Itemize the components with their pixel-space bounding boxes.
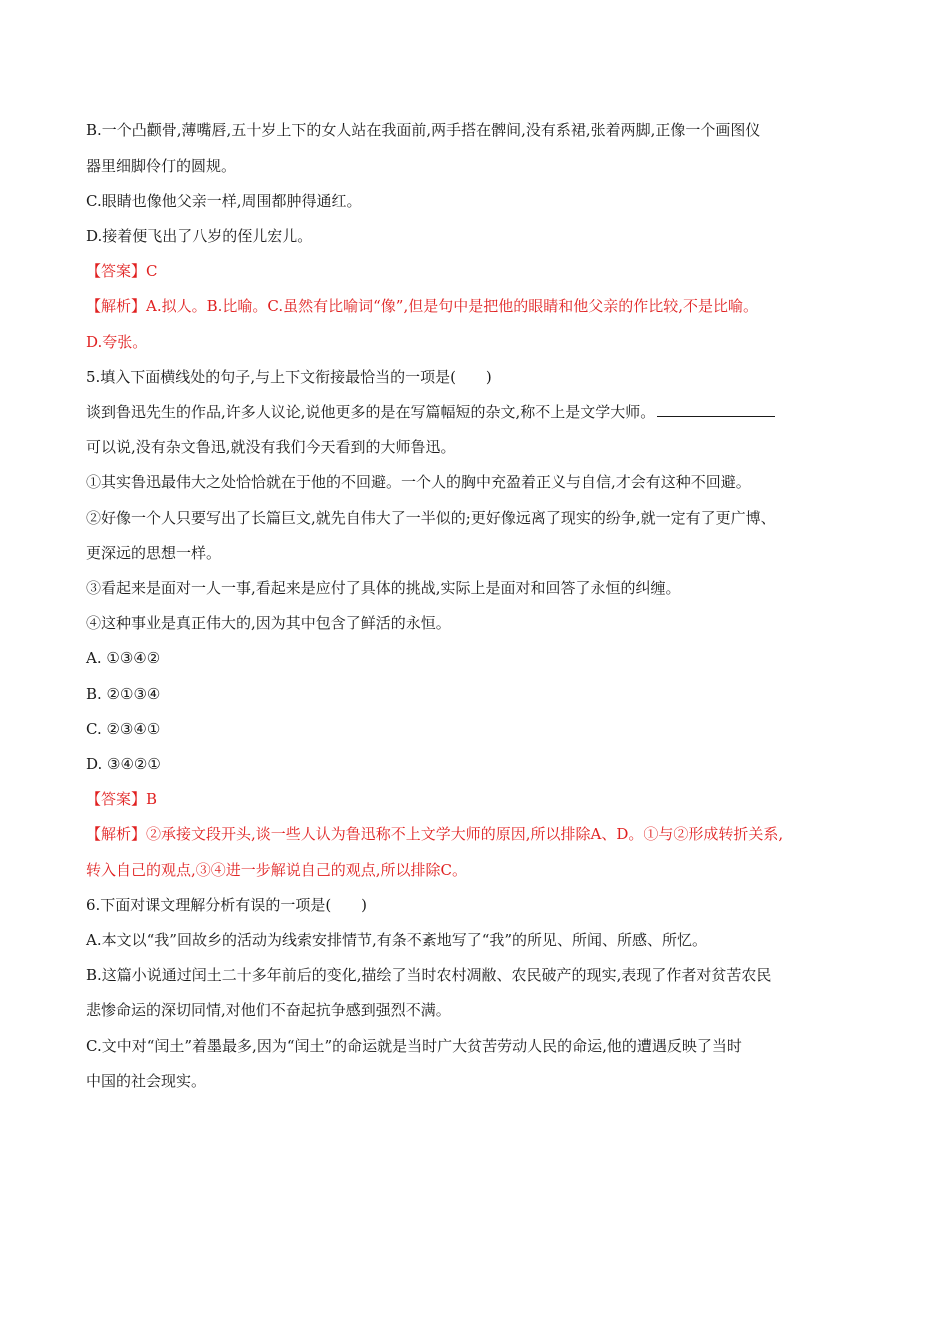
q6-option-a: A.本文以“我”回故乡的活动为线索安排情节,有条不紊地写了“我”的所见、所闻、所感、所忆。 bbox=[86, 931, 708, 949]
q5-option-c: C. ②③④① bbox=[86, 720, 161, 738]
q5-explanation-line2: 转入自己的观点,③④进一步解说自己的观点,所以排除C。 bbox=[86, 861, 468, 879]
q6-stem: 6.下面对课文理解分析有误的一项是( ) bbox=[86, 896, 368, 914]
q5-sentence-3: ③看起来是面对一人一事,看起来是应付了具体的挑战,实际上是面对和回答了永恒的纠缠。 bbox=[86, 579, 681, 597]
q5-passage-line1 bbox=[86, 402, 775, 422]
q6-option-c-line2: 中国的社会现实。 bbox=[86, 1072, 207, 1090]
q5-option-d: D. ③④②① bbox=[86, 755, 161, 773]
q6-option-b-line2: 悲惨命运的深切同情,对他们不奋起抗争感到强烈不满。 bbox=[86, 1001, 451, 1019]
q5-sentence-2-line1: ②好像一个人只要写出了长篇巨文,就先自伟大了一半似的;更好像远离了现实的纷争,就一定有了更广博、 bbox=[86, 509, 776, 527]
q6-option-b-line1: B.这篇小说通过闰土二十多年前后的变化,描绘了当时农村凋敝、农民破产的现实,表现了作者对贫苦农民 bbox=[86, 966, 772, 984]
q4-explanation-line2: D.夸张。 bbox=[86, 333, 148, 351]
q5-stem: 5.填入下面横线处的句子,与上下文衔接最恰当的一项是( ) bbox=[86, 368, 492, 386]
q5-passage-text: 谈到鲁迅先生的作品,许多人议论,说他更多的是在写篇幅短的杂文,称不上是文学大师。 bbox=[86, 403, 656, 421]
q4-explanation-line1: 【解析】A.拟人。B.比喻。C.虽然有比喻词“像”,但是句中是把他的眼睛和他父亲的作比较,不是比喻。 bbox=[86, 297, 758, 315]
q4-option-b-line2: 器里细脚伶仃的圆规。 bbox=[86, 157, 237, 175]
q5-option-a: A. ①③④② bbox=[86, 649, 161, 667]
q5-explanation-line1: 【解析】②承接文段开头,谈一些人认为鲁迅称不上文学大师的原因,所以排除A、D。①与②形成转折关系, bbox=[86, 825, 784, 843]
q4-option-b-line1: B.一个凸颧骨,薄嘴唇,五十岁上下的女人站在我面前,两手搭在髀间,没有系裙,张着两脚,正像一个画图仪 bbox=[86, 121, 761, 139]
q4-option-c: C.眼睛也像他父亲一样,周围都肿得通红。 bbox=[86, 192, 362, 210]
q5-sentence-4: ④这种事业是真正伟大的,因为其中包含了鲜活的永恒。 bbox=[86, 614, 451, 632]
fill-in-blank bbox=[657, 402, 775, 417]
q5-option-b: B. ②①③④ bbox=[86, 685, 161, 703]
q6-option-c-line1: C.文中对“闰土”着墨最多,因为“闰土”的命运就是当时广大贫苦劳动人民的命运,他的遭遇反映了当时 bbox=[86, 1037, 742, 1055]
q4-answer: 【答案】C bbox=[86, 262, 158, 280]
q5-answer: 【答案】B bbox=[86, 790, 158, 808]
q5-sentence-1: ①其实鲁迅最伟大之处恰恰就在于他的不回避。一个人的胸中充盈着正义与自信,才会有这种不回避。 bbox=[86, 473, 751, 491]
q4-option-d: D.接着便飞出了八岁的侄儿宏儿。 bbox=[86, 227, 313, 245]
q5-passage-line2: 可以说,没有杂文鲁迅,就没有我们今天看到的大师鲁迅。 bbox=[86, 438, 456, 456]
q5-sentence-2-line2: 更深远的思想一样。 bbox=[86, 544, 222, 562]
